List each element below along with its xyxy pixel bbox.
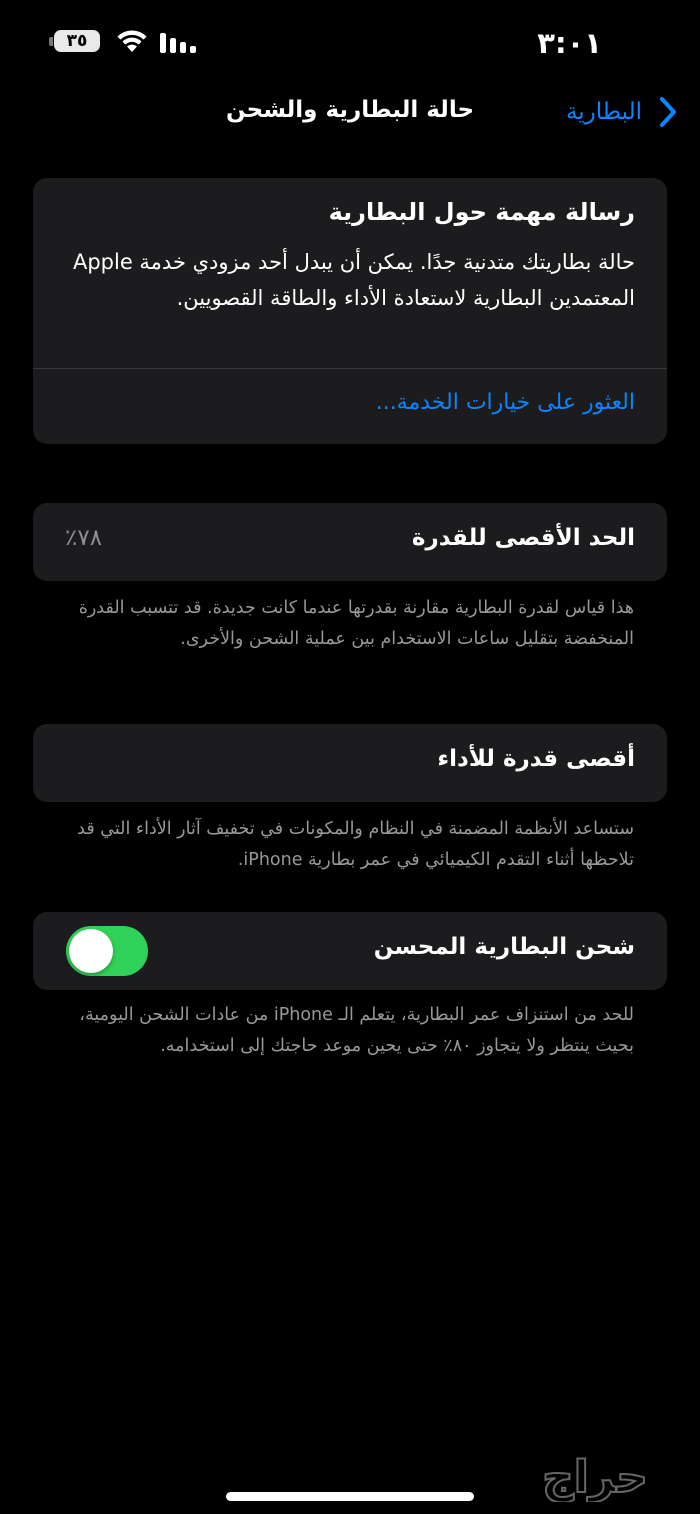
battery-icon [54,30,100,52]
battery-nub [49,37,53,46]
page-title: حالة البطارية والشحن [225,97,475,123]
find-service-options-link[interactable]: العثور على خيارات الخدمة... [375,390,635,415]
optimized-charging-footnote: للحد من استنزاف عمر البطارية، يتعلم الـ iPhone من عادات الشحن اليومية، بحيث ينتظر ولا يتجاوز ٨٠٪ حتى يحين موعد حاجتك إلى استخدامه. [79,1005,634,1056]
maximum-capacity-value: ٧٨٪ [65,525,103,551]
optimized-charging-row [33,912,667,990]
peak-performance-footnote: ستساعد الأنظمة المضمنة في النظام والمكونات في تخفيف آثار الأداء التي قد تلاحظها أثناء التقدم الكيميائي في عمر بطارية iPhone. [77,819,634,870]
divider [33,368,667,369]
wifi-icon [116,28,148,54]
cellular-signal-icon [158,31,198,53]
back-button[interactable] [566,96,678,128]
peak-performance-label: أقصى قدرة للأداء [437,746,635,772]
status-bar [0,22,700,62]
important-message-card [33,178,667,444]
optimized-charging-toggle[interactable] [66,926,148,976]
peak-performance-row [33,724,667,802]
maximum-capacity-row [33,503,667,581]
chevron-right-icon [658,96,678,128]
status-time: ٣:٠١ [537,26,602,60]
optimized-charging-label: شحن البطارية المحسن [373,934,635,960]
home-indicator[interactable] [226,1492,474,1501]
important-message-body: حالة بطاريتك متدنية جدًا. يمكن أن يبدل أحد مزودي خدمة Apple المعتمدين البطارية لاستعادة الأداء والطاقة القصويين. [72,250,635,310]
watermark-text: حراج [542,1452,648,1502]
haraj-watermark-logo [500,1452,690,1502]
maximum-capacity-footnote: هذا قياس لقدرة البطارية مقارنة بقدرتها عندما كانت جديدة. قد تتسبب القدرة المنخفضة بتقليل ساعات الاستخدام بين عملية الشحن والأخرى. [78,598,634,649]
toggle-knob [69,929,113,973]
maximum-capacity-label: الحد الأقصى للقدرة [411,525,635,551]
battery-level: ٣٥ [66,31,88,51]
back-button-label: البطارية [565,99,642,125]
navigation-bar [0,88,700,138]
important-message-title: رسالة مهمة حول البطارية [328,198,635,226]
